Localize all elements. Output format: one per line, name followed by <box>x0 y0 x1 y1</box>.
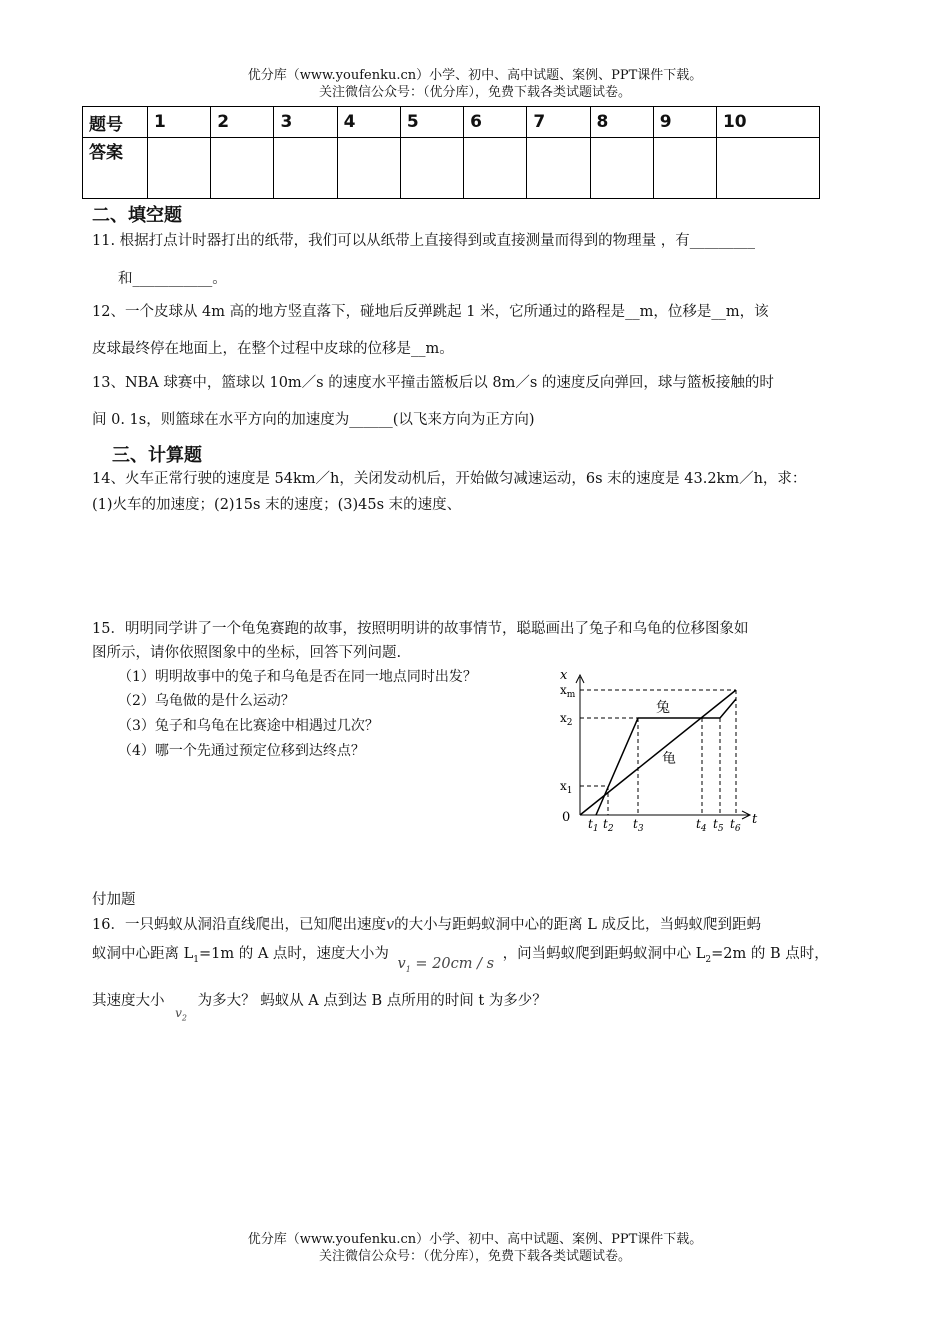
footer-line-2: 关注微信公众号：（优分库），免费下载各类试题试卷。 <box>318 1249 631 1264</box>
x-tick-t5: $t_5$ <box>713 817 724 834</box>
q11-line-1: 11. 根据打点计时器打出的纸带，我们可以从纸带上直接得到或直接测量而得到的物理量 ，有_________ <box>92 233 756 249</box>
rabbit-label: 兔 <box>656 700 670 716</box>
answer-cell[interactable] <box>653 138 716 199</box>
q13-line-2: 间 0. 1s，则篮球在水平方向的加速度为______(以飞来方向为正方向) <box>92 412 535 428</box>
y-tick-x1: $x_1$ <box>560 779 573 796</box>
q15-sub-1: （1）明明故事中的兔子和乌龟是否在同一地点同时出发？ <box>118 669 477 685</box>
x-axis-label: t <box>752 812 758 827</box>
extra-title: 付加题 <box>92 892 136 908</box>
answer-cell[interactable] <box>400 138 463 199</box>
section-3-title: 三、计算题 <box>112 445 202 466</box>
y-tick-x2: $x_2$ <box>560 711 573 728</box>
q15-sub-4: （4）哪一个先通过预定位移到达终点？ <box>118 743 365 759</box>
velocity-2-symbol: v2 <box>175 1006 187 1023</box>
header-line-2: 关注微信公众号：（优分库），免费下载各类试题试卷。 <box>318 85 631 100</box>
answer-cell[interactable] <box>274 138 337 199</box>
velocity-symbol: v <box>385 917 395 933</box>
answer-cell[interactable] <box>590 138 653 199</box>
answer-table-answer-row <box>83 138 820 199</box>
question-number-cell: 1 <box>148 107 211 138</box>
answer-table-number-row <box>83 107 820 138</box>
answer-cell[interactable] <box>148 138 211 199</box>
q16-line-2: 蚁洞中心距离 $L_1=1m$ 的 A 点时，速度大小为 $v_1 = 20cm / s$ ，问当蚂蚁爬到距蚂蚁洞中心 $L_2=2m$ 的 B 点时， <box>92 946 829 974</box>
q16-line-3: 其速度大小 $_{v_2}$ 为多大？ 蚂蚁从 A 点到达 B 点所用的时间 t 为多少？ <box>92 993 547 1023</box>
question-number-cell: 9 <box>653 107 716 138</box>
x-tick-t4: $t_4$ <box>696 817 707 834</box>
q14-line-1: 14、火车正常行驶的速度是 54km／h，关闭发动机后，开始做匀减速运动，6s 末的速度是 43.2km／h，求： <box>92 471 807 487</box>
velocity-formula: $v_1 = 20cm / s$ <box>397 956 495 974</box>
row-label-number: 题号 <box>83 107 148 138</box>
question-number-cell: 10 <box>716 107 819 138</box>
x-tick-t1: $t_1$ <box>588 817 599 834</box>
answer-cell[interactable] <box>464 138 527 199</box>
question-number-cell: 4 <box>337 107 400 138</box>
q12-line-2: 皮球最终停在地面上，在整个过程中皮球的位移是__m。 <box>92 341 454 357</box>
page-header <box>0 67 950 101</box>
q12-line-1: 12、一个皮球从 4m 高的地方竖直落下，碰地后反弹跳起 1 米，它所通过的路程是__m，位移是__m，该 <box>92 304 769 320</box>
turtle-label: 龟 <box>662 751 676 767</box>
row-label-answer: 答案 <box>83 138 148 199</box>
q14-line-2: (1)火车的加速度；(2)15s 末的速度；(3)45s 末的速度、 <box>92 497 462 513</box>
q15-line-1: 15．明明同学讲了一个龟兔赛跑的故事，按照明明讲的故事情节，聪聪画出了兔子和乌龟的位移图象如 <box>92 621 749 637</box>
x-tick-t6: $t_6$ <box>730 817 741 834</box>
displacement-time-graph <box>550 665 765 837</box>
question-number-cell: 5 <box>400 107 463 138</box>
section-2-title: 二、填空题 <box>92 205 182 226</box>
footer-line-1: 优分库（www.youfenku.cn）小学、初中、高中试题、案例、PPT课件下载。 <box>247 1232 703 1247</box>
question-number-cell: 8 <box>590 107 653 138</box>
answer-table <box>82 106 820 199</box>
answer-cell[interactable] <box>716 138 819 199</box>
q11-line-2: 和___________。 <box>118 271 227 287</box>
header-line-1: 优分库（www.youfenku.cn）小学、初中、高中试题、案例、PPT课件下载。 <box>247 68 703 83</box>
q13-line-1: 13、NBA 球赛中，篮球以 10m／s 的速度水平撞击篮板后以 8m／s 的速度反向弹回，球与篮板接触的时 <box>92 375 774 391</box>
question-number-cell: 7 <box>527 107 590 138</box>
question-number-cell: 2 <box>211 107 274 138</box>
q16-line-1: 16．一只蚂蚁从洞沿直线爬出，已知爬出速度v的大小与距蚂蚁洞中心的距离 L 成反比，当蚂蚁爬到距蚂 <box>92 917 762 933</box>
page-footer <box>0 1231 950 1265</box>
y-tick-xm: $x_m$ <box>560 683 576 700</box>
answer-cell[interactable] <box>527 138 590 199</box>
q15-sub-3: （3）兔子和乌龟在比赛途中相遇过几次？ <box>118 718 379 734</box>
q15-line-2: 图所示，请你依照图象中的坐标，回答下列问题. <box>92 645 402 661</box>
question-number-cell: 3 <box>274 107 337 138</box>
y-axis-label: x <box>560 668 568 683</box>
origin-label: 0 <box>562 810 571 825</box>
answer-cell[interactable] <box>337 138 400 199</box>
question-number-cell: 6 <box>464 107 527 138</box>
x-tick-t2: $t_2$ <box>603 817 614 834</box>
answer-cell[interactable] <box>211 138 274 199</box>
x-tick-t3: $t_3$ <box>633 817 644 834</box>
q15-sub-2: （2）乌龟做的是什么运动？ <box>118 693 295 709</box>
